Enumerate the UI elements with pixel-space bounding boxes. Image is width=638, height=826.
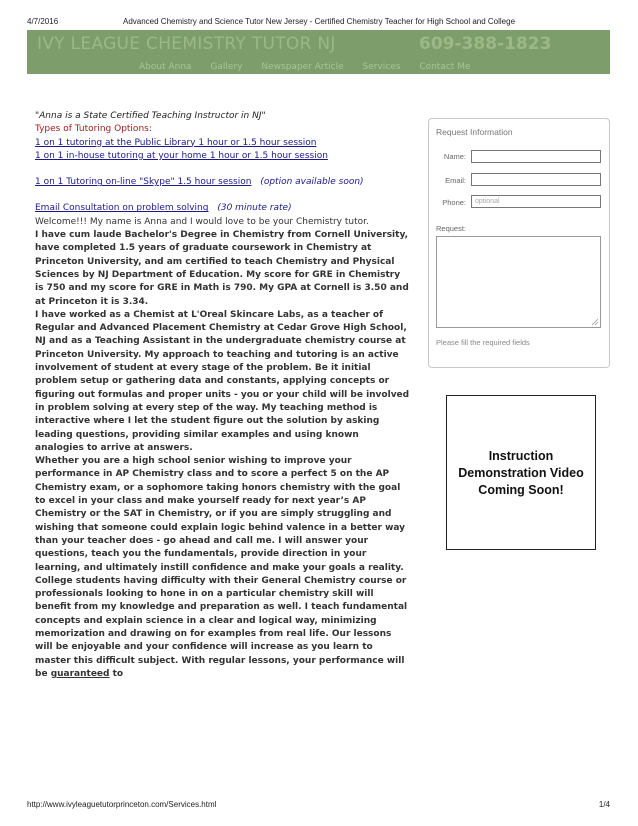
request-information-form [428,118,610,368]
resize-grip-icon[interactable] [591,318,599,326]
high-school-paragraph: Whether you are a high school senior wishing to improve your performance in AP Chemistry class and to score a perfect 5 on the AP Chemistry exam, or a sophomore taking honors chemistry with the goal to excel in your class and make yourself ready for next year’s AP Chemistry or the SAT in Chemistry, or if you are simply struggling and wishing that someone could explain logic behind valence in a better way than your teacher does - go ahead and call me. I will answer your questions, teach you the fundamentals, provide direction in your learning, and ultimately instill confidence and make your goals a reality. [35,456,406,573]
option-library-label[interactable]: 1 on 1 tutoring at the Public Library 1 hour or 1.5 hour session [35,137,317,148]
option-library-link[interactable] [35,137,410,150]
nav-about[interactable]: About Anna [139,62,192,72]
video-line-1: Instruction [488,449,554,463]
site-phone: 609-388-1823 [419,34,552,54]
name-field[interactable] [471,150,601,163]
option-skype-note: (option available soon) [260,177,364,188]
site-brand[interactable]: IVY LEAGUE CHEMISTRY TUTOR NJ [37,34,336,54]
required-fields-note: Please fill the required fields [436,338,530,347]
college-paragraph-end: to [109,668,124,679]
certification-quote: "Anna is a State Certified Teaching Instructor in NJ" [35,111,266,121]
education-paragraph: I have cum laude Bachelor's Degree in Chemistry from Cornell University, have completed 1.5 years of graduate coursework in Chemistry at Princeton University, and am certified to teach Chemistry and Physical Sciences by NJ Department of Education. My score for GRE in Chemistry is 750 and my score for GRE in Math is 790. My GPA at Cornell is 3.50 and at Princeton it is 3.34. [35,230,409,307]
tutoring-types-heading: Types of Tutoring Options: [35,124,152,135]
option-in-house-label[interactable]: 1 on 1 in-house tutoring at your home 1 hour or 1.5 hour session [35,150,328,161]
option-email-note: (30 minute rate) [217,203,292,214]
main-content [35,110,410,681]
print-footer [0,800,638,826]
nav-contact[interactable]: Contact Me [419,62,471,72]
request-label: Request: [436,224,467,233]
main-nav [139,62,487,72]
form-heading: Request Information [436,127,513,137]
option-skype-label[interactable]: 1 on 1 Tutoring on-line "Skype" 1.5 hour session [35,177,252,188]
welcome-text: Welcome!!! My name is Anna and I would love to be your Chemistry tutor. [35,216,369,227]
site-banner [27,30,610,74]
phone-label: Phone: [442,198,466,207]
video-placeholder-text [447,448,595,499]
email-label: Email: [445,176,466,185]
print-url: http://www.ivyleaguetutorprinceton.com/Services.html [27,800,217,809]
option-email-label[interactable]: Email Consultation on problem solving [35,203,209,214]
print-header [0,0,638,30]
option-skype [35,176,410,189]
email-field[interactable] [471,173,601,186]
experience-paragraph: I have worked as a Chemist at L'Oreal Skincare Labs, as a teacher of Regular and Advanced Placement Chemistry at Cedar Grove High School, NJ and as a Teaching Assistant in the undergraduate chemistry course at Princeton University. My approach to teaching and tutoring is an active involvement of student at every stage of the problem. Be it initial problem setup or gathering data and constants, applying concepts or figuring out formulas and proper units - you or your child will be involved in problem solving at every step of the way. My teaching method is interactive where I let the student figure out the solution by asking leading questions, providing similar examples and using known analogies to arrive at answers. [35,309,410,453]
nav-newspaper-article[interactable]: Newspaper Article [261,62,344,72]
print-page-number: 1/4 [598,800,610,809]
name-label: Name: [443,152,466,161]
option-email [35,202,410,215]
request-textarea[interactable] [436,236,601,328]
video-line-2: Demonstration Video [458,466,584,480]
option-in-house-link[interactable] [35,150,410,163]
video-line-3: Coming Soon! [478,483,564,497]
nav-services[interactable]: Services [362,62,401,72]
phone-field[interactable]: optional [471,195,601,208]
print-page-title: Advanced Chemistry and Science Tutor New Jersey - Certified Chemistry Teacher for High School and College [122,17,516,26]
college-paragraph-text: College students having difficulty with their General Chemistry course or professionals looking to hone in on a particular chemistry skill will benefit from my knowledge and preparation as well. I teach fundamental concepts and explain science in a clear and logical way, minimizing memorization and drawing on for examples from real life. Our lessons will be enjoyable and your confidence will increase as you learn to master this difficult subject. With regular lessons, your performance will be [35,575,408,679]
video-placeholder [446,395,596,550]
guaranteed-link[interactable]: guaranteed [50,668,110,679]
nav-gallery[interactable]: Gallery [210,62,243,72]
college-paragraph [35,575,410,681]
print-date: 4/7/2016 [27,17,59,26]
